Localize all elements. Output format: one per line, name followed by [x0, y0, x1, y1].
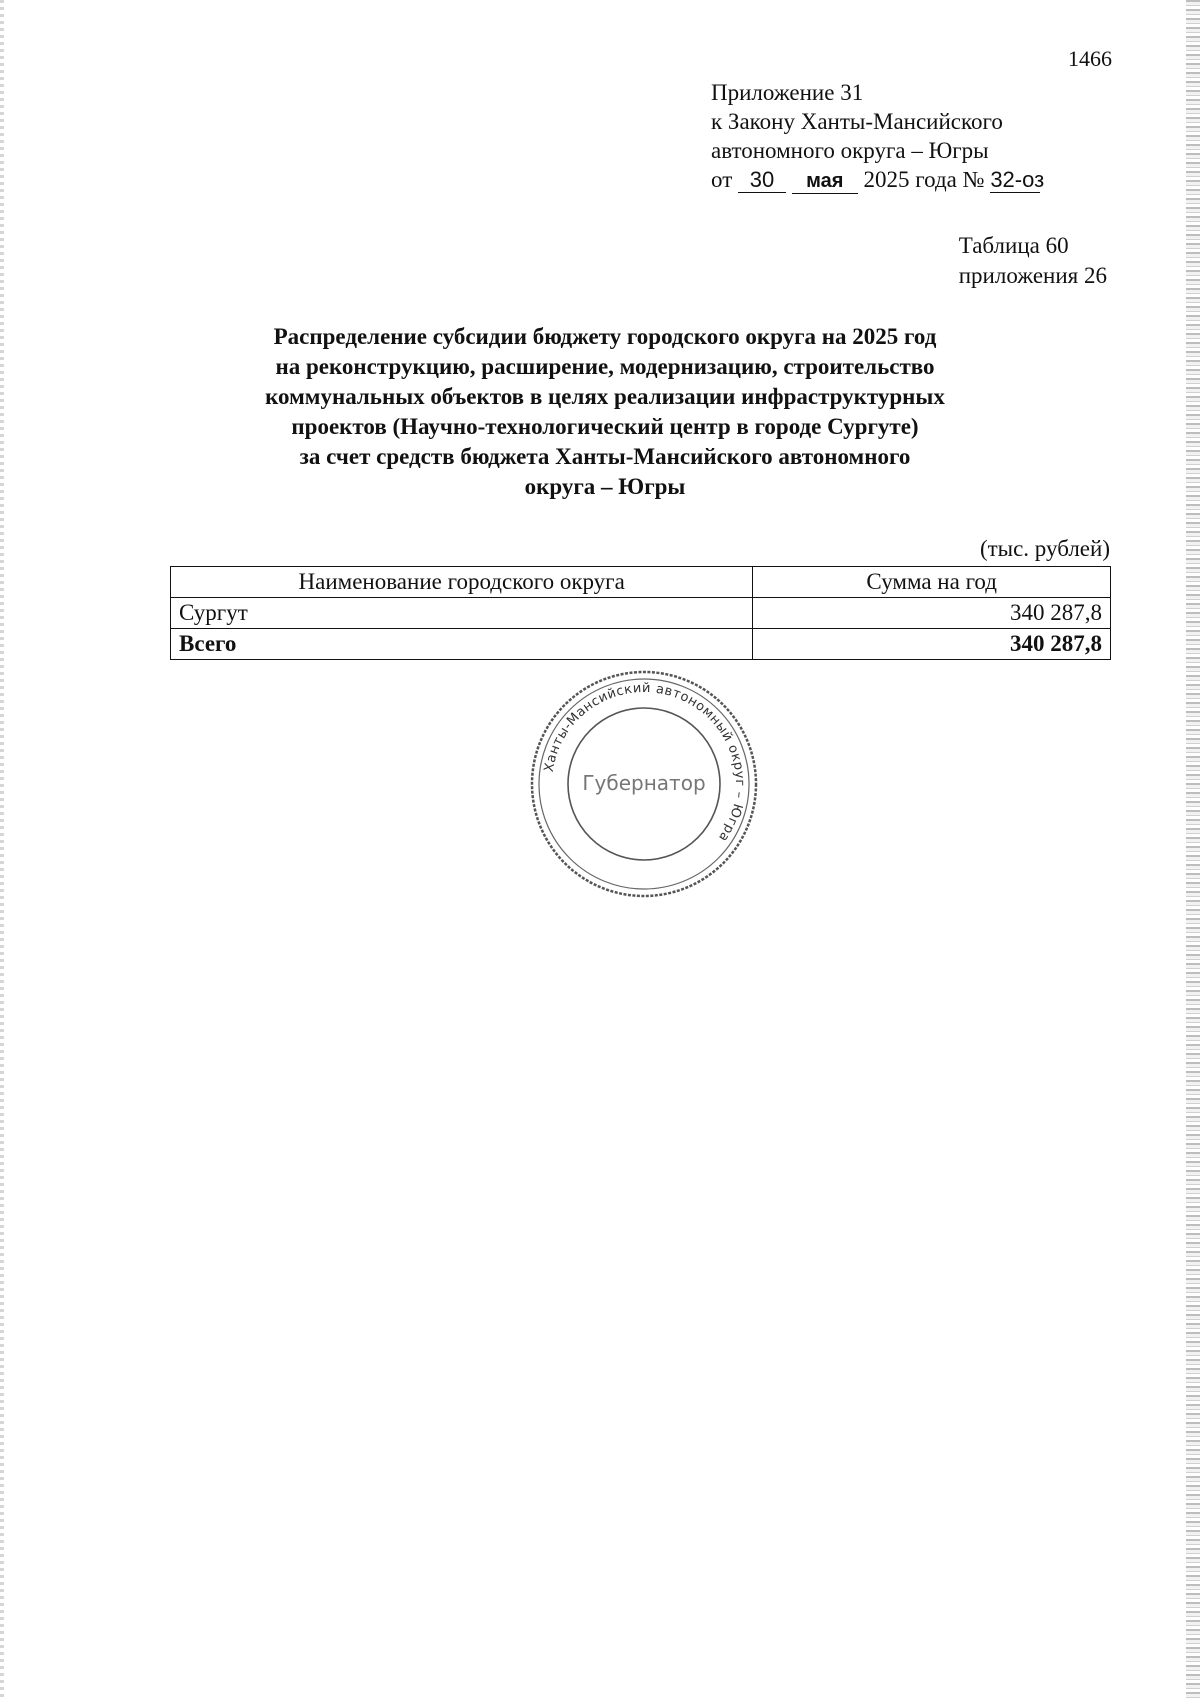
appendix-line-3: автономного округа – Югры	[711, 138, 989, 163]
date-year: 2025 года №	[863, 167, 985, 192]
scan-edge-left	[0, 0, 4, 1698]
appendix-date-line	[711, 165, 1045, 194]
appendix-line-2: к Закону Ханты-Мансийского	[711, 109, 1003, 134]
table-total-row	[171, 629, 1111, 660]
units-label: (тыс. рублей)	[979, 536, 1110, 561]
title-line-5: за счет средств бюджета Ханты-Мансийского автономного	[299, 444, 911, 469]
amount-cell: 340 287,8	[753, 598, 1111, 629]
title-line-1: Распределение субсидии бюджету городского округа на 2025 год	[273, 324, 937, 349]
table-ref-line-1: Таблица 60	[958, 233, 1069, 258]
total-amount-cell: 340 287,8	[753, 629, 1111, 660]
total-label-cell: Всего	[171, 629, 753, 660]
scan-edge-right	[1186, 0, 1200, 1698]
title-line-4: проектов (Научно-технологический центр в городе Сургуте)	[291, 414, 919, 439]
table-row	[171, 598, 1111, 629]
title-line-6: округа – Югры	[524, 474, 686, 499]
header-annual-sum: Сумма на год	[753, 567, 1111, 598]
page-number: 1466	[1068, 46, 1112, 71]
seal-icon	[526, 668, 762, 900]
seal-ring-text: Ханты-Мансийский автономный округ – Югра	[541, 680, 748, 845]
table-header-row	[171, 567, 1111, 598]
table-ref-line-2: приложения 26	[958, 263, 1107, 288]
district-name-cell: Сургут	[171, 598, 753, 629]
document-title	[170, 322, 1040, 502]
table-reference	[959, 231, 1107, 291]
title-line-2: на реконструкцию, расширение, модернизацию, строительство	[275, 354, 935, 379]
official-seal	[526, 668, 762, 900]
appendix-line-1: Приложение 31	[711, 80, 864, 105]
date-month: мая	[792, 169, 858, 194]
header-district-name: Наименование городского округа	[171, 567, 753, 598]
seal-center-text: Губернатор	[582, 771, 706, 795]
subsidy-table	[170, 566, 1111, 660]
title-line-3: коммунальных объектов в целях реализации инфраструктурных	[265, 384, 945, 409]
date-prefix: от	[711, 167, 733, 192]
appendix-header	[711, 78, 1045, 194]
law-number: 32-оз	[990, 167, 1045, 192]
date-day: 30	[738, 168, 786, 193]
